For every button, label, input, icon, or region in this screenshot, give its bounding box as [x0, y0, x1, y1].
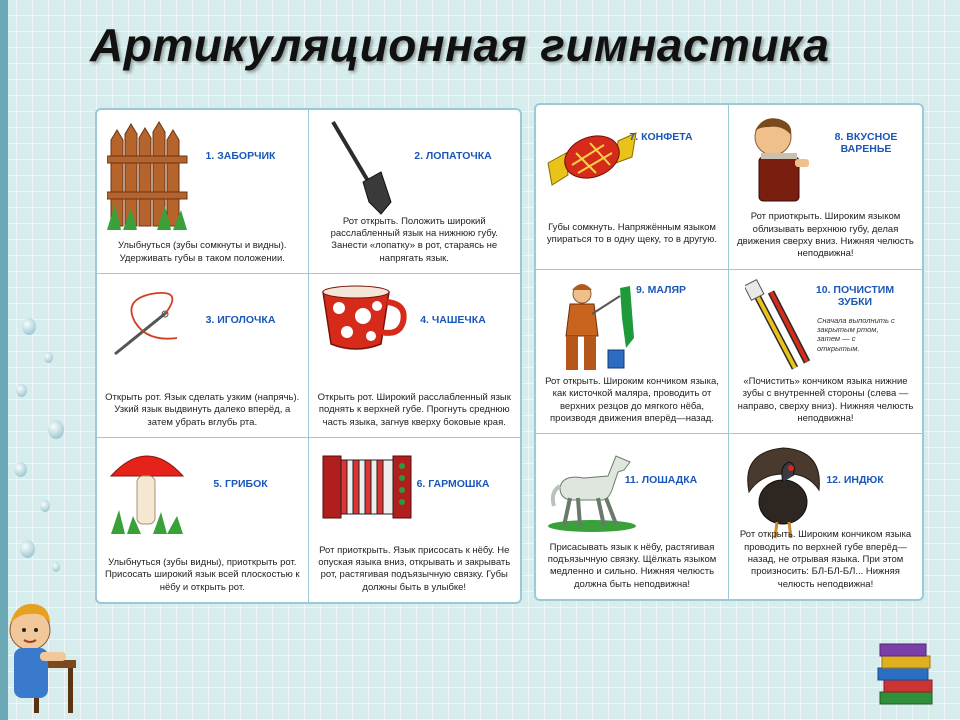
exercise-description: Улыбнуться (зубы сомкнуты и видны). Удерживать губы в таком положении. [117, 240, 287, 264]
turkey-icon [739, 442, 825, 542]
water-drop-decoration [16, 384, 27, 397]
exercise-description: Рот открыть. Широким кончиком языка проводить по верхней губе вперёд—назад, не отрывая языка. При этом произносить: БЛ-БЛ-БЛ... Нижняя челюсть неподвижна! [739, 529, 912, 590]
water-drop-decoration [20, 540, 35, 558]
exercise-card-cup [309, 274, 521, 438]
exercise-name: 9. МАЛЯР [635, 283, 687, 296]
exercise-description: Открыть рот. Язык сделать узким (напрячь). Узкий язык выдвинуть далеко вперёд, а затем убрать вглубь рта. [105, 391, 300, 428]
exercise-card-toothbrush [729, 270, 922, 435]
water-drop-decoration [44, 352, 53, 363]
exercise-description: «Почистить» кончиком языка нижние зубы с внутренней стороны (слева — направо, сверху вниз). Нижняя челюсть неподвижна! [737, 375, 914, 424]
exercise-name: 12. ИНДЮК [826, 474, 884, 487]
exercise-card-turkey [729, 434, 922, 599]
exercise-name: 2. ЛОПАТОЧКА [414, 150, 492, 162]
exercise-card-painter [536, 270, 729, 435]
exercise-card-accordion [309, 438, 521, 602]
exercise-name: 11. ЛОШАДКА [624, 474, 698, 487]
exercise-description: Открыть рот. Широкий расслабленный язык поднять к верхней губе. Прогнуть среднюю часть языка, загнув кверху боковые края. [317, 391, 511, 428]
exercise-name: 6. ГАРМОШКА [416, 478, 490, 490]
mushroom-icon [107, 446, 187, 534]
exercise-name: 3. ИГОЛОЧКА [205, 314, 276, 326]
water-drop-decoration [14, 462, 27, 477]
book-stack-decoration [876, 638, 936, 713]
exercise-card-shovel [309, 110, 521, 274]
exercise-card-needle [97, 274, 309, 438]
exercise-panel-right [534, 103, 924, 601]
exercise-card-mushroom [97, 438, 309, 602]
exercise-name: 4. ЧАШЕЧКА [420, 314, 486, 326]
exercise-name: 8. ВКУСНОЕ ВАРЕНЬЕ [834, 131, 898, 155]
water-drop-decoration [40, 500, 50, 512]
exercise-card-candy [536, 105, 729, 270]
exercise-description: Рот приоткрыть. Широким языком облизывать верхнюю губу, делая движения сверху вниз. Нижняя челюсть неподвижна! [737, 211, 914, 260]
exercise-description: Рот открыть. Широким кончиком языка, как кисточкой маляра, проводить от верхних резцов до мягкого нёба, производя движения вперёд—назад. [545, 375, 719, 424]
fence-icon [107, 118, 189, 230]
exercise-description: Присасывать язык к нёбу, растягивая подъязычную связку. Щёлкать языком медленно и сильно. Нижняя челюсть должна быть неподвижна! [547, 541, 717, 590]
exercise-name: 7. КОНФЕТА [629, 131, 693, 143]
exercise-panel-left [95, 108, 522, 604]
cup-icon [319, 282, 409, 358]
exercise-card-horse [536, 434, 729, 599]
exercise-description: Рот приоткрыть. Язык присосать к нёбу. Не опуская языка вниз, открывать и закрывать рот, растягивая подъязычную связку. Губы должны быть в улыбке! [318, 544, 511, 593]
exercise-description: Губы сомкнуть. Напряжённым языком упираться то в одну щеку, то в другую. [546, 221, 718, 246]
water-drop-decoration [22, 318, 36, 335]
jam-jar-icon [743, 113, 815, 205]
needle-icon [107, 282, 191, 362]
shovel-icon [319, 118, 399, 218]
exercise-name: 10. ПОЧИСТИМ ЗУБКИ [815, 283, 895, 308]
child-at-desk-decoration [0, 590, 80, 720]
exercise-description: Рот открыть. Положить широкий расслабленный язык на нижнюю губу. Занести «лопатку» в рот, стараясь не напрягать язык. [330, 215, 498, 264]
exercise-note: Сначала выполнить с закрытым ртом, затем — с открытым. [817, 315, 895, 353]
water-drop-decoration [52, 562, 60, 572]
exercise-card-fence [97, 110, 309, 274]
water-drop-decoration [48, 420, 64, 439]
exercise-card-jam [729, 105, 922, 270]
horse-icon [546, 442, 638, 534]
exercise-name: 1. ЗАБОРЧИК [205, 150, 276, 162]
page-title: Артикуляционная гимнастика [90, 19, 830, 71]
exercise-name: 5. ГРИБОК [213, 478, 268, 490]
exercise-description: Улыбнуться (зубы видны), приоткрыть рот. Присосать широкий язык всей плоскостью к нёбу и открыть рот. [104, 556, 300, 593]
